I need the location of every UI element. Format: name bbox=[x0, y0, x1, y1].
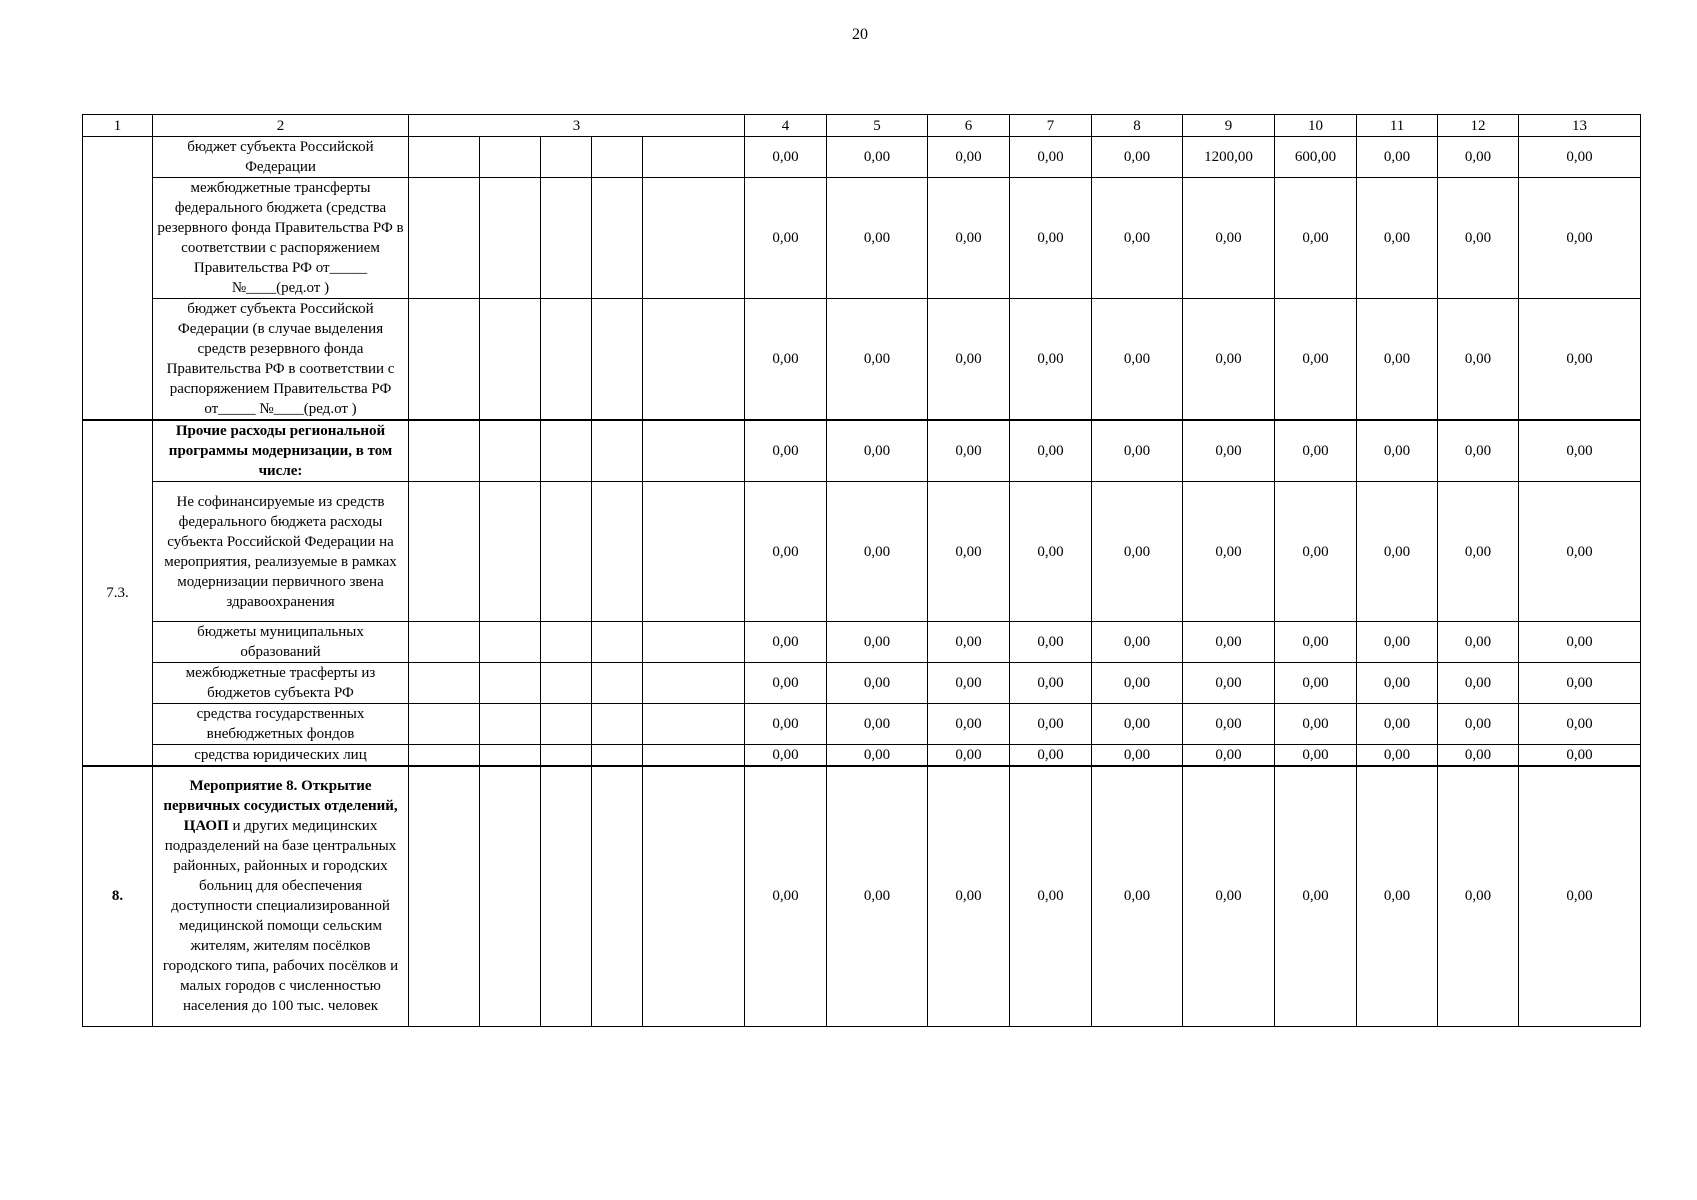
value-cell: 0,00 bbox=[1438, 766, 1519, 1026]
empty-cell bbox=[409, 178, 480, 299]
header-cell: 5 bbox=[827, 115, 928, 137]
value-cell: 0,00 bbox=[1183, 178, 1275, 299]
empty-cell bbox=[409, 663, 480, 704]
empty-cell bbox=[592, 704, 643, 745]
value-cell: 0,00 bbox=[1092, 663, 1183, 704]
value-cell: 0,00 bbox=[1519, 745, 1641, 767]
value-cell: 0,00 bbox=[1438, 745, 1519, 767]
description-text: бюджет субъекта Российской Федерации bbox=[187, 139, 374, 175]
empty-cell bbox=[480, 420, 541, 482]
value-cell: 0,00 bbox=[827, 482, 928, 622]
value-cell: 0,00 bbox=[1438, 420, 1519, 482]
value-cell: 0,00 bbox=[928, 745, 1010, 767]
value-cell: 0,00 bbox=[827, 622, 928, 663]
header-cell: 8 bbox=[1092, 115, 1183, 137]
value-cell: 0,00 bbox=[745, 482, 827, 622]
value-cell: 0,00 bbox=[827, 745, 928, 767]
value-cell: 0,00 bbox=[1275, 766, 1357, 1026]
value-cell: 0,00 bbox=[1275, 745, 1357, 767]
description-text: межбюджетные трасферты из бюджетов субъекта РФ bbox=[185, 665, 376, 701]
value-cell: 0,00 bbox=[1357, 178, 1438, 299]
value-cell: 0,00 bbox=[1183, 622, 1275, 663]
description-cell bbox=[153, 137, 409, 178]
value-cell: 0,00 bbox=[1438, 137, 1519, 178]
empty-cell bbox=[643, 482, 745, 622]
empty-cell bbox=[541, 663, 592, 704]
description-cell bbox=[153, 482, 409, 622]
value-cell: 0,00 bbox=[928, 299, 1010, 421]
description-cell bbox=[153, 622, 409, 663]
empty-cell bbox=[592, 482, 643, 622]
empty-cell bbox=[643, 137, 745, 178]
table-row bbox=[83, 137, 1641, 178]
empty-cell bbox=[480, 299, 541, 421]
value-cell: 0,00 bbox=[1092, 420, 1183, 482]
empty-cell bbox=[409, 745, 480, 767]
header-cell: 2 bbox=[153, 115, 409, 137]
value-cell: 0,00 bbox=[1438, 178, 1519, 299]
value-cell: 0,00 bbox=[1438, 622, 1519, 663]
value-cell: 0,00 bbox=[1010, 299, 1092, 421]
value-cell: 0,00 bbox=[1092, 137, 1183, 178]
value-cell: 0,00 bbox=[1519, 766, 1641, 1026]
value-cell: 0,00 bbox=[745, 137, 827, 178]
table-row bbox=[83, 745, 1641, 767]
table-row bbox=[83, 178, 1641, 299]
empty-cell bbox=[480, 766, 541, 1026]
header-cell: 1 bbox=[83, 115, 153, 137]
value-cell: 0,00 bbox=[1519, 137, 1641, 178]
value-cell: 0,00 bbox=[1357, 766, 1438, 1026]
value-cell: 0,00 bbox=[1275, 299, 1357, 421]
empty-cell bbox=[592, 766, 643, 1026]
value-cell: 0,00 bbox=[928, 622, 1010, 663]
value-cell: 0,00 bbox=[1092, 299, 1183, 421]
value-cell: 0,00 bbox=[745, 299, 827, 421]
empty-cell bbox=[480, 663, 541, 704]
value-cell: 0,00 bbox=[1275, 420, 1357, 482]
row-number-cell bbox=[83, 137, 153, 421]
empty-cell bbox=[409, 766, 480, 1026]
value-cell: 0,00 bbox=[1519, 420, 1641, 482]
value-cell: 0,00 bbox=[1183, 745, 1275, 767]
value-cell: 0,00 bbox=[928, 766, 1010, 1026]
value-cell: 0,00 bbox=[1438, 299, 1519, 421]
value-cell: 0,00 bbox=[745, 663, 827, 704]
value-cell: 0,00 bbox=[1275, 663, 1357, 704]
empty-cell bbox=[541, 299, 592, 421]
description-cell bbox=[153, 663, 409, 704]
header-cell: 9 bbox=[1183, 115, 1275, 137]
value-cell: 0,00 bbox=[1092, 622, 1183, 663]
empty-cell bbox=[541, 137, 592, 178]
empty-cell bbox=[541, 745, 592, 767]
header-cell: 4 bbox=[745, 115, 827, 137]
empty-cell bbox=[541, 704, 592, 745]
value-cell: 0,00 bbox=[1092, 482, 1183, 622]
empty-cell bbox=[480, 745, 541, 767]
row-number-cell: 7.3. bbox=[83, 420, 153, 766]
empty-cell bbox=[480, 482, 541, 622]
value-cell: 0,00 bbox=[745, 704, 827, 745]
value-cell: 0,00 bbox=[928, 482, 1010, 622]
empty-cell bbox=[480, 622, 541, 663]
value-cell: 0,00 bbox=[827, 137, 928, 178]
value-cell: 0,00 bbox=[928, 178, 1010, 299]
page-number: 20 bbox=[852, 26, 868, 43]
empty-cell bbox=[480, 137, 541, 178]
empty-cell bbox=[643, 766, 745, 1026]
empty-cell bbox=[409, 622, 480, 663]
value-cell: 0,00 bbox=[827, 420, 928, 482]
table-row bbox=[83, 622, 1641, 663]
value-cell: 0,00 bbox=[827, 178, 928, 299]
empty-cell bbox=[592, 420, 643, 482]
value-cell: 0,00 bbox=[928, 420, 1010, 482]
value-cell: 0,00 bbox=[1010, 766, 1092, 1026]
empty-cell bbox=[480, 704, 541, 745]
value-cell: 0,00 bbox=[1519, 622, 1641, 663]
header-cell: 10 bbox=[1275, 115, 1357, 137]
empty-cell bbox=[541, 420, 592, 482]
empty-cell bbox=[592, 745, 643, 767]
value-cell: 0,00 bbox=[1183, 704, 1275, 745]
header-cell: 6 bbox=[928, 115, 1010, 137]
value-cell: 0,00 bbox=[1357, 704, 1438, 745]
value-cell: 0,00 bbox=[1092, 745, 1183, 767]
value-cell: 0,00 bbox=[1183, 663, 1275, 704]
value-cell: 0,00 bbox=[1357, 663, 1438, 704]
header-cell: 13 bbox=[1519, 115, 1641, 137]
value-cell: 600,00 bbox=[1275, 137, 1357, 178]
value-cell: 0,00 bbox=[827, 766, 928, 1026]
value-cell: 0,00 bbox=[1275, 178, 1357, 299]
value-cell: 0,00 bbox=[1357, 420, 1438, 482]
value-cell: 0,00 bbox=[1275, 622, 1357, 663]
value-cell: 0,00 bbox=[745, 766, 827, 1026]
header-cell: 7 bbox=[1010, 115, 1092, 137]
value-cell: 0,00 bbox=[1183, 420, 1275, 482]
value-cell: 0,00 bbox=[1010, 137, 1092, 178]
table-row bbox=[83, 704, 1641, 745]
value-cell: 0,00 bbox=[1010, 482, 1092, 622]
value-cell: 0,00 bbox=[745, 745, 827, 767]
empty-cell bbox=[409, 137, 480, 178]
value-cell: 0,00 bbox=[1010, 622, 1092, 663]
value-cell: 0,00 bbox=[1275, 482, 1357, 622]
empty-cell bbox=[541, 178, 592, 299]
value-cell: 0,00 bbox=[1010, 745, 1092, 767]
value-cell: 0,00 bbox=[1519, 482, 1641, 622]
header-row bbox=[83, 115, 1641, 137]
empty-cell bbox=[592, 299, 643, 421]
empty-cell bbox=[541, 482, 592, 622]
empty-cell bbox=[643, 420, 745, 482]
description-text: Прочие расходы региональной программы модернизации, в том числе: bbox=[168, 423, 393, 479]
header-cell: 12 bbox=[1438, 115, 1519, 137]
value-cell: 0,00 bbox=[745, 178, 827, 299]
value-cell: 0,00 bbox=[1519, 299, 1641, 421]
table-row bbox=[83, 420, 1641, 482]
empty-cell bbox=[643, 663, 745, 704]
empty-cell bbox=[409, 420, 480, 482]
description-text: и других медицинских подразделений на базе центральных районных, районных и городских больниц для обеспечения доступности специализированной медицинской помощи сельским жителям, жителям посёлков городского типа, рабочих посёлков и малых городов с численностью населения до 100 тыс. человек bbox=[162, 818, 399, 1015]
empty-cell bbox=[643, 622, 745, 663]
empty-cell bbox=[592, 622, 643, 663]
empty-cell bbox=[541, 622, 592, 663]
empty-cell bbox=[409, 299, 480, 421]
value-cell: 0,00 bbox=[1092, 704, 1183, 745]
value-cell: 0,00 bbox=[1183, 299, 1275, 421]
empty-cell bbox=[592, 178, 643, 299]
description-bold: Мероприятие 8. Открытие первичных сосудистых отделений, ЦАОП bbox=[163, 778, 398, 835]
table-row bbox=[83, 299, 1641, 421]
header-cell: 11 bbox=[1357, 115, 1438, 137]
value-cell: 0,00 bbox=[827, 663, 928, 704]
header-cell: 3 bbox=[409, 115, 745, 137]
value-cell: 0,00 bbox=[1357, 482, 1438, 622]
empty-cell bbox=[643, 178, 745, 299]
value-cell: 0,00 bbox=[1519, 663, 1641, 704]
value-cell: 0,00 bbox=[1357, 137, 1438, 178]
value-cell: 0,00 bbox=[827, 299, 928, 421]
description-text: Не софинансируемые из средств федерального бюджета расходы субъекта Российской Федерации на мероприятия, реализуемые в рамках модернизации первичного звена здравоохранения bbox=[164, 493, 397, 610]
empty-cell bbox=[643, 745, 745, 767]
empty-cell bbox=[541, 766, 592, 1026]
value-cell: 0,00 bbox=[928, 137, 1010, 178]
empty-cell bbox=[592, 137, 643, 178]
description-cell bbox=[153, 420, 409, 482]
description-text: бюджеты муниципальных образований bbox=[197, 624, 364, 660]
description-cell bbox=[153, 745, 409, 767]
value-cell: 0,00 bbox=[1092, 178, 1183, 299]
value-cell: 0,00 bbox=[1010, 704, 1092, 745]
value-cell: 0,00 bbox=[1357, 622, 1438, 663]
description-cell bbox=[153, 299, 409, 421]
value-cell: 0,00 bbox=[1438, 482, 1519, 622]
row-number-cell: 8. bbox=[83, 766, 153, 1026]
value-cell: 0,00 bbox=[1519, 704, 1641, 745]
empty-cell bbox=[409, 704, 480, 745]
value-cell: 0,00 bbox=[1357, 745, 1438, 767]
value-cell: 0,00 bbox=[1357, 299, 1438, 421]
value-cell: 0,00 bbox=[745, 622, 827, 663]
description-cell bbox=[153, 766, 409, 1026]
empty-cell bbox=[592, 663, 643, 704]
value-cell: 0,00 bbox=[1183, 482, 1275, 622]
value-cell: 0,00 bbox=[1438, 663, 1519, 704]
value-cell: 0,00 bbox=[928, 704, 1010, 745]
description-cell bbox=[153, 704, 409, 745]
empty-cell bbox=[643, 299, 745, 421]
description-text: бюджет субъекта Российской Федерации (в случае выделения средств резервного фонда Правительства РФ в соответствии с распоряжением Правительства РФ от_____ №____(ред.от ) bbox=[166, 301, 395, 417]
value-cell: 0,00 bbox=[1183, 766, 1275, 1026]
value-cell: 0,00 bbox=[1438, 704, 1519, 745]
empty-cell bbox=[409, 482, 480, 622]
empty-cell bbox=[643, 704, 745, 745]
table-row bbox=[83, 663, 1641, 704]
budget-table bbox=[82, 114, 1641, 1027]
description-cell bbox=[153, 178, 409, 299]
value-cell: 0,00 bbox=[745, 420, 827, 482]
value-cell: 0,00 bbox=[827, 704, 928, 745]
value-cell: 1200,00 bbox=[1183, 137, 1275, 178]
empty-cell bbox=[480, 178, 541, 299]
value-cell: 0,00 bbox=[1519, 178, 1641, 299]
table-row bbox=[83, 482, 1641, 622]
value-cell: 0,00 bbox=[1010, 420, 1092, 482]
value-cell: 0,00 bbox=[1010, 178, 1092, 299]
description-text: средства государственных внебюджетных фондов bbox=[196, 706, 365, 742]
description-text: средства юридических лиц bbox=[194, 747, 367, 763]
value-cell: 0,00 bbox=[1010, 663, 1092, 704]
value-cell: 0,00 bbox=[1092, 766, 1183, 1026]
value-cell: 0,00 bbox=[928, 663, 1010, 704]
description-text: межбюджетные трансферты федерального бюджета (средства резервного фонда Правительства РФ в соответствии с распоряжением Правительства РФ от_____ №____(ред.от ) bbox=[157, 180, 404, 296]
value-cell: 0,00 bbox=[1275, 704, 1357, 745]
table-row bbox=[83, 766, 1641, 1026]
